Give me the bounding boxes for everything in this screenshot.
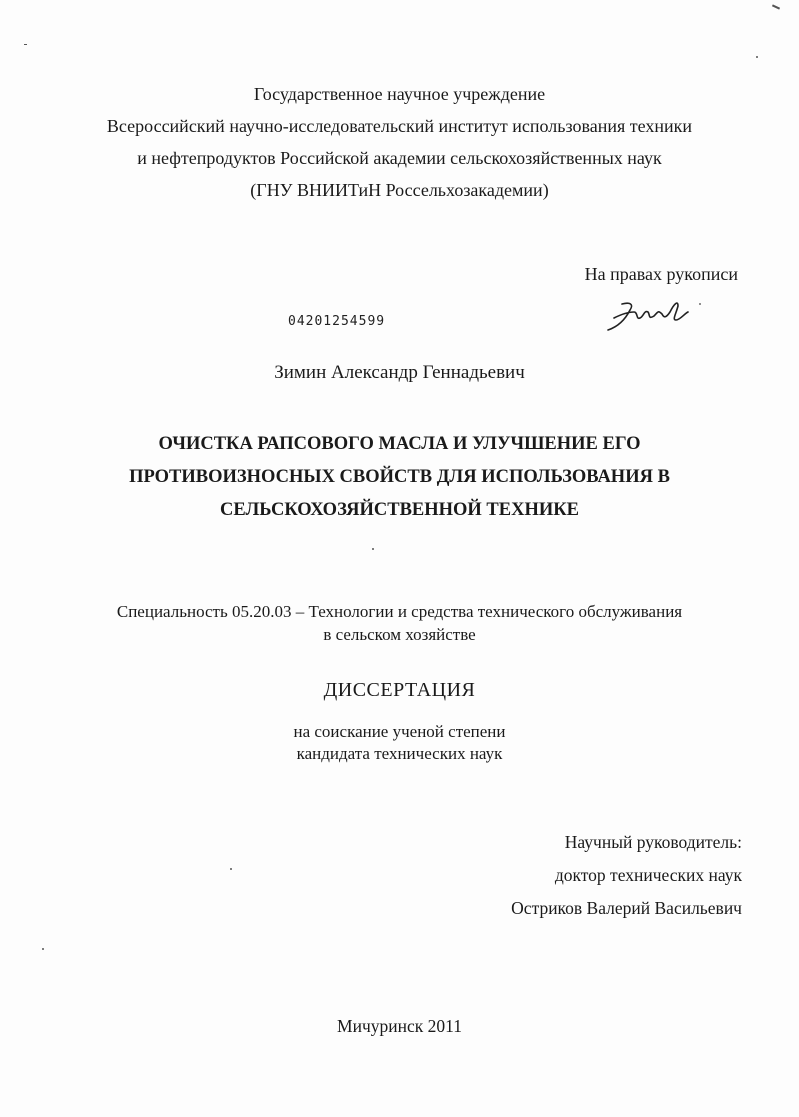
degree-line-2: кандидата технических наук (296, 744, 503, 763)
signature-icon (600, 296, 710, 336)
scan-speck (24, 44, 27, 45)
title-line-3: СЕЛЬСКОХОЗЯЙСТВЕННОЙ ТЕХНИКЕ (219, 500, 580, 520)
institution-line-2: Всероссийский научно-исследовательский институт использования техники (106, 116, 693, 136)
institution-header (0, 78, 799, 206)
scan-speck (42, 948, 44, 950)
author-name: Зимин Александр Геннадьевич (274, 362, 525, 383)
supervisor-name: Остриков Валерий Васильевич (511, 898, 742, 918)
supervisor-rank: доктор технических наук (554, 865, 742, 885)
specialty (0, 600, 799, 646)
title-line-1: ОЧИСТКА РАПСОВОГО МАСЛА И УЛУЧШЕНИЕ ЕГО (158, 434, 641, 454)
document-type: ДИССЕРТАЦИЯ (323, 679, 476, 701)
degree-statement (0, 721, 799, 765)
scan-speck (372, 548, 374, 550)
registry-number: 04201254599 (288, 314, 386, 329)
specialty-line-1: Специальность 05.20.03 – Технологии и средства технического обслуживания (116, 602, 683, 621)
scan-speck (772, 4, 780, 9)
specialty-line-2: в сельском хозяйстве (323, 625, 476, 644)
degree-line-1: на соискание ученой степени (293, 722, 506, 741)
supervisor-label: Научный руководитель: (564, 832, 742, 852)
institution-line-3: и нефтепродуктов Российской академии сельскохозяйственных наук (137, 148, 662, 168)
title-line-2: ПРОТИВОИЗНОСНЫХ СВОЙСТВ ДЛЯ ИСПОЛЬЗОВАНИЯ В (129, 467, 670, 487)
scan-speck (756, 56, 758, 58)
institution-line-1: Государственное научное учреждение (253, 84, 546, 104)
scan-speck (230, 868, 232, 870)
manuscript-rights: На правах рукописи (584, 264, 738, 284)
city-year: Мичуринск 2011 (337, 1016, 462, 1036)
dissertation-title (0, 428, 799, 527)
supervisor-block (511, 826, 742, 925)
institution-line-4: (ГНУ ВНИИТиН Россельхозакадемии) (250, 180, 549, 200)
